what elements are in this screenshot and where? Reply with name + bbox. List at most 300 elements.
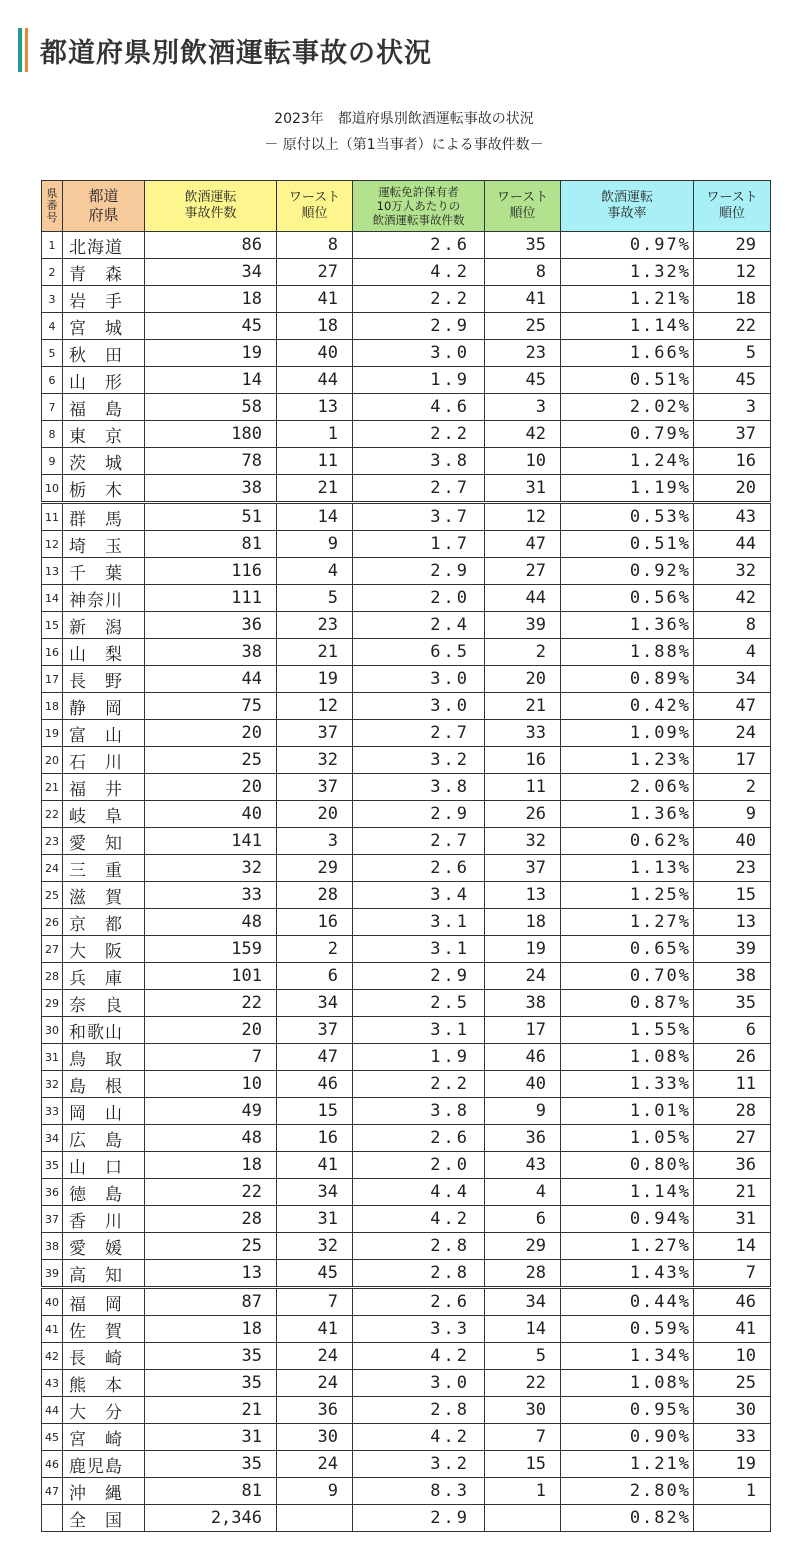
dui-accident-count: 13: [145, 1260, 277, 1288]
dui-rate: 1.25%: [561, 882, 694, 909]
dui-accident-count: 20: [145, 1017, 277, 1044]
prefecture-name: 福 岡: [63, 1288, 145, 1316]
prefecture-name: 岩 手: [63, 286, 145, 313]
dui-accident-count: 35: [145, 1370, 277, 1397]
per-100k-count: 2.9: [353, 313, 485, 340]
worst-rank-accidents: 24: [277, 1370, 353, 1397]
dui-accident-count: 31: [145, 1424, 277, 1451]
worst-rank-per-100k: 7: [485, 1424, 561, 1451]
per-100k-count: 1.9: [353, 367, 485, 394]
dui-rate: 1.33%: [561, 1071, 694, 1098]
table-row: [42, 259, 771, 286]
prefecture-name: 広 島: [63, 1125, 145, 1152]
per-100k-count: 3.1: [353, 936, 485, 963]
worst-rank-per-100k: 47: [485, 531, 561, 558]
dui-accident-count: 20: [145, 720, 277, 747]
prefecture-name: 長 崎: [63, 1343, 145, 1370]
pref-number: 41: [42, 1316, 63, 1343]
prefecture-name: 北海道: [63, 232, 145, 259]
worst-rank-rate: 6: [694, 1017, 771, 1044]
worst-rank-rate: 35: [694, 990, 771, 1017]
pref-number: 22: [42, 801, 63, 828]
prefecture-name: 山 梨: [63, 639, 145, 666]
dui-accident-count: 18: [145, 1152, 277, 1179]
table-row: [42, 1397, 771, 1424]
worst-rank-accidents: 36: [277, 1397, 353, 1424]
dui-accident-count: 40: [145, 801, 277, 828]
per-100k-count: 4.6: [353, 394, 485, 421]
worst-rank-per-100k: 3: [485, 394, 561, 421]
pref-number: 2: [42, 259, 63, 286]
table-row: [42, 720, 771, 747]
dui-rate: 1.13%: [561, 855, 694, 882]
table-row: [42, 1260, 771, 1288]
pref-number: 21: [42, 774, 63, 801]
pref-number: 25: [42, 882, 63, 909]
dui-accident-count: 111: [145, 585, 277, 612]
worst-rank-rate: 32: [694, 558, 771, 585]
dui-rate: 0.90%: [561, 1424, 694, 1451]
per-100k-count: 3.8: [353, 448, 485, 475]
worst-rank-per-100k: 44: [485, 585, 561, 612]
header-dui-rate: 飲酒運転 事故率: [561, 181, 694, 232]
worst-rank-per-100k: 26: [485, 801, 561, 828]
table-row: [42, 936, 771, 963]
per-100k-count: 2.4: [353, 612, 485, 639]
table-row: [42, 475, 771, 503]
worst-rank-accidents: 18: [277, 313, 353, 340]
worst-rank-rate: 26: [694, 1044, 771, 1071]
worst-rank-per-100k: 19: [485, 936, 561, 963]
dui-accident-count: 18: [145, 286, 277, 313]
pref-number: 28: [42, 963, 63, 990]
worst-rank-per-100k: 45: [485, 367, 561, 394]
header-worst-rank-per-100k: ワースト 順位: [485, 181, 561, 232]
pref-number: 27: [42, 936, 63, 963]
table-row: [42, 1071, 771, 1098]
dui-rate: 1.43%: [561, 1260, 694, 1288]
dui-accident-count: 33: [145, 882, 277, 909]
worst-rank-accidents: 27: [277, 259, 353, 286]
prefecture-name: 徳 島: [63, 1179, 145, 1206]
table-row: [42, 747, 771, 774]
worst-rank-accidents: 24: [277, 1343, 353, 1370]
prefecture-name: 千 葉: [63, 558, 145, 585]
pref-number: 45: [42, 1424, 63, 1451]
worst-rank-per-100k: 22: [485, 1370, 561, 1397]
prefecture-name: 宮 崎: [63, 1424, 145, 1451]
dui-rate: 1.66%: [561, 340, 694, 367]
worst-rank-accidents: 11: [277, 448, 353, 475]
prefecture-name: 和歌山: [63, 1017, 145, 1044]
dui-rate: 0.94%: [561, 1206, 694, 1233]
dui-accident-count: 48: [145, 909, 277, 936]
table-row: [42, 1206, 771, 1233]
pref-number: 20: [42, 747, 63, 774]
prefecture-name: 愛 知: [63, 828, 145, 855]
dui-rate: 1.24%: [561, 448, 694, 475]
worst-rank-accidents: 30: [277, 1424, 353, 1451]
table-row: [42, 1017, 771, 1044]
worst-rank-per-100k: 39: [485, 612, 561, 639]
per-100k-count: 2.8: [353, 1260, 485, 1288]
dui-rate: 0.56%: [561, 585, 694, 612]
worst-rank-rate: 20: [694, 475, 771, 503]
per-100k-count: 1.7: [353, 531, 485, 558]
worst-rank-accidents: 9: [277, 1478, 353, 1505]
worst-rank-rate: 36: [694, 1152, 771, 1179]
dui-rate: 1.08%: [561, 1044, 694, 1071]
per-100k-count: 3.2: [353, 747, 485, 774]
per-100k-count: 2.9: [353, 558, 485, 585]
worst-rank-accidents: 24: [277, 1451, 353, 1478]
worst-rank-rate: 42: [694, 585, 771, 612]
dui-accident-count: 159: [145, 936, 277, 963]
pref-number: 5: [42, 340, 63, 367]
worst-rank-rate: 40: [694, 828, 771, 855]
worst-rank-rate: 37: [694, 421, 771, 448]
dui-rate: 1.14%: [561, 1179, 694, 1206]
table-row: [42, 585, 771, 612]
table-caption: 2023年 都道府県別飲酒運転事故の状況: [274, 111, 534, 127]
prefecture-name: 香 川: [63, 1206, 145, 1233]
dui-accident-count: 28: [145, 1206, 277, 1233]
worst-rank-rate: 46: [694, 1288, 771, 1316]
worst-rank-accidents: 40: [277, 340, 353, 367]
prefecture-name: 岡 山: [63, 1098, 145, 1125]
dui-accident-count: 44: [145, 666, 277, 693]
worst-rank-per-100k: 40: [485, 1071, 561, 1098]
per-100k-count: 4.2: [353, 259, 485, 286]
per-100k-count: 3.0: [353, 340, 485, 367]
worst-rank-per-100k: 9: [485, 1098, 561, 1125]
dui-rate: 0.53%: [561, 503, 694, 531]
per-100k-count: 4.2: [353, 1424, 485, 1451]
prefecture-name: 茨 城: [63, 448, 145, 475]
pref-number: 10: [42, 475, 63, 503]
pref-number: 24: [42, 855, 63, 882]
prefecture-name: 沖 縄: [63, 1478, 145, 1505]
dui-rate: 1.55%: [561, 1017, 694, 1044]
header-dui-accidents: 飲酒運転 事故件数: [145, 181, 277, 232]
pref-number: 43: [42, 1370, 63, 1397]
worst-rank-rate: 30: [694, 1397, 771, 1424]
worst-rank-rate: 44: [694, 531, 771, 558]
pref-number: 40: [42, 1288, 63, 1316]
pref-number: 38: [42, 1233, 63, 1260]
worst-rank-per-100k: 43: [485, 1152, 561, 1179]
dui-rate: 0.89%: [561, 666, 694, 693]
worst-rank-rate: 41: [694, 1316, 771, 1343]
dui-accident-count: 45: [145, 313, 277, 340]
per-100k-count: 3.2: [353, 1451, 485, 1478]
total-per-100k: 2.9: [353, 1505, 485, 1532]
per-100k-count: 2.2: [353, 421, 485, 448]
pref-number: 42: [42, 1343, 63, 1370]
dui-accident-count: 38: [145, 475, 277, 503]
dui-accident-count: 34: [145, 259, 277, 286]
header-per-100k-licensed: 運転免許保有者 10万人あたりの 飲酒運転事故件数: [353, 181, 485, 232]
dui-rate: 1.36%: [561, 801, 694, 828]
dui-rate: 1.14%: [561, 313, 694, 340]
dui-rate: 0.51%: [561, 531, 694, 558]
table-row: [42, 1179, 771, 1206]
worst-rank-per-100k: 16: [485, 747, 561, 774]
worst-rank-per-100k: 4: [485, 1179, 561, 1206]
table-body: [42, 232, 771, 1532]
table-row: [42, 531, 771, 558]
worst-rank-per-100k: 34: [485, 1288, 561, 1316]
worst-rank-per-100k: 15: [485, 1451, 561, 1478]
worst-rank-per-100k: 38: [485, 990, 561, 1017]
worst-rank-accidents: 23: [277, 612, 353, 639]
prefecture-name: 奈 良: [63, 990, 145, 1017]
worst-rank-rate: 18: [694, 286, 771, 313]
prefecture-name: 大 分: [63, 1397, 145, 1424]
worst-rank-rate: 17: [694, 747, 771, 774]
table-row: [42, 1343, 771, 1370]
prefecture-name: 宮 城: [63, 313, 145, 340]
worst-rank-per-100k: 46: [485, 1044, 561, 1071]
prefecture-name: 埼 玉: [63, 531, 145, 558]
worst-rank-per-100k: 17: [485, 1017, 561, 1044]
total-empty-rank3: [694, 1505, 771, 1532]
table-row: [42, 882, 771, 909]
worst-rank-accidents: 19: [277, 666, 353, 693]
dui-accident-count: 14: [145, 367, 277, 394]
worst-rank-accidents: 32: [277, 747, 353, 774]
per-100k-count: 2.2: [353, 286, 485, 313]
worst-rank-rate: 21: [694, 1179, 771, 1206]
table-row: [42, 394, 771, 421]
table-subcaption: － 原付以上（第1当事者）による事故件数－: [264, 137, 544, 153]
dui-accident-count: 116: [145, 558, 277, 585]
per-100k-count: 2.9: [353, 801, 485, 828]
worst-rank-rate: 34: [694, 666, 771, 693]
worst-rank-accidents: 41: [277, 286, 353, 313]
worst-rank-per-100k: 18: [485, 909, 561, 936]
table-row: [42, 367, 771, 394]
per-100k-count: 4.2: [353, 1343, 485, 1370]
dui-rate: 1.05%: [561, 1125, 694, 1152]
prefecture-name: 山 口: [63, 1152, 145, 1179]
worst-rank-accidents: 5: [277, 585, 353, 612]
worst-rank-rate: 15: [694, 882, 771, 909]
prefecture-name: 静 岡: [63, 693, 145, 720]
table-row: [42, 313, 771, 340]
dui-rate: 0.65%: [561, 936, 694, 963]
per-100k-count: 4.2: [353, 1206, 485, 1233]
table-row: [42, 1125, 771, 1152]
dui-accident-count: 22: [145, 1179, 277, 1206]
table-row: [42, 1233, 771, 1260]
pref-number: 3: [42, 286, 63, 313]
table-row: [42, 448, 771, 475]
pref-number: 19: [42, 720, 63, 747]
prefecture-name: 栃 木: [63, 475, 145, 503]
per-100k-count: 2.8: [353, 1233, 485, 1260]
dui-rate: 0.42%: [561, 693, 694, 720]
table-row: [42, 1451, 771, 1478]
worst-rank-per-100k: 11: [485, 774, 561, 801]
pref-number: 9: [42, 448, 63, 475]
worst-rank-per-100k: 37: [485, 855, 561, 882]
worst-rank-accidents: 21: [277, 475, 353, 503]
dui-rate: 1.09%: [561, 720, 694, 747]
prefecture-name: 鹿児島: [63, 1451, 145, 1478]
prefecture-name: 高 知: [63, 1260, 145, 1288]
worst-rank-per-100k: 41: [485, 286, 561, 313]
dui-rate: 1.32%: [561, 259, 694, 286]
dui-accident-count: 51: [145, 503, 277, 531]
per-100k-count: 1.9: [353, 1044, 485, 1071]
table-row: [42, 421, 771, 448]
dui-accident-count: 48: [145, 1125, 277, 1152]
dui-accident-count: 18: [145, 1316, 277, 1343]
prefecture-name: 長 野: [63, 666, 145, 693]
worst-rank-rate: 14: [694, 1233, 771, 1260]
header-worst-rank-accidents: ワースト 順位: [277, 181, 353, 232]
table-row: [42, 909, 771, 936]
worst-rank-accidents: 13: [277, 394, 353, 421]
table-row: [42, 990, 771, 1017]
pref-number: 32: [42, 1071, 63, 1098]
per-100k-count: 3.4: [353, 882, 485, 909]
worst-rank-rate: 1: [694, 1478, 771, 1505]
worst-rank-per-100k: 20: [485, 666, 561, 693]
dui-rate: 0.59%: [561, 1316, 694, 1343]
total-label: 全 国: [63, 1505, 145, 1532]
pref-number: 29: [42, 990, 63, 1017]
dui-rate: 1.01%: [561, 1098, 694, 1125]
worst-rank-per-100k: 42: [485, 421, 561, 448]
worst-rank-per-100k: 6: [485, 1206, 561, 1233]
dui-rate: 1.21%: [561, 286, 694, 313]
worst-rank-per-100k: 30: [485, 1397, 561, 1424]
worst-rank-accidents: 37: [277, 774, 353, 801]
table-row: [42, 855, 771, 882]
prefecture-name: 福 島: [63, 394, 145, 421]
worst-rank-accidents: 46: [277, 1071, 353, 1098]
pref-number: 35: [42, 1152, 63, 1179]
worst-rank-accidents: 15: [277, 1098, 353, 1125]
pref-number: 1: [42, 232, 63, 259]
worst-rank-rate: 31: [694, 1206, 771, 1233]
dui-rate: 1.23%: [561, 747, 694, 774]
per-100k-count: 2.6: [353, 855, 485, 882]
per-100k-count: 2.2: [353, 1071, 485, 1098]
table-row: [42, 1424, 771, 1451]
prefecture-name: 山 形: [63, 367, 145, 394]
pref-number: 37: [42, 1206, 63, 1233]
dui-rate: 0.51%: [561, 367, 694, 394]
worst-rank-accidents: 37: [277, 720, 353, 747]
per-100k-count: 8.3: [353, 1478, 485, 1505]
worst-rank-per-100k: 23: [485, 340, 561, 367]
pref-number: 4: [42, 313, 63, 340]
dui-rate: 0.79%: [561, 421, 694, 448]
table-row: [42, 232, 771, 259]
dui-accident-count: 75: [145, 693, 277, 720]
worst-rank-accidents: 41: [277, 1316, 353, 1343]
per-100k-count: 3.7: [353, 503, 485, 531]
dui-rate: 1.08%: [561, 1370, 694, 1397]
dui-accident-count: 25: [145, 747, 277, 774]
pref-number: 47: [42, 1478, 63, 1505]
dui-rate: 0.92%: [561, 558, 694, 585]
page-title: 都道府県別飲酒運転事故の状況: [40, 37, 432, 69]
dui-accident-count: 35: [145, 1343, 277, 1370]
dui-accident-count: 25: [145, 1233, 277, 1260]
pref-number: 44: [42, 1397, 63, 1424]
dui-accident-count: 35: [145, 1451, 277, 1478]
pref-number: 33: [42, 1098, 63, 1125]
pref-number: 34: [42, 1125, 63, 1152]
worst-rank-accidents: 45: [277, 1260, 353, 1288]
pref-number: 23: [42, 828, 63, 855]
prefecture-name: 東 京: [63, 421, 145, 448]
worst-rank-accidents: 32: [277, 1233, 353, 1260]
prefecture-dui-table: [41, 180, 771, 1532]
dui-accident-count: 19: [145, 340, 277, 367]
worst-rank-per-100k: 29: [485, 1233, 561, 1260]
worst-rank-per-100k: 13: [485, 882, 561, 909]
per-100k-count: 3.1: [353, 1017, 485, 1044]
table-row: [42, 1044, 771, 1071]
dui-rate: 1.27%: [561, 909, 694, 936]
worst-rank-rate: 23: [694, 855, 771, 882]
dui-accident-count: 20: [145, 774, 277, 801]
dui-rate: 1.27%: [561, 1233, 694, 1260]
worst-rank-per-100k: 1: [485, 1478, 561, 1505]
header-prefecture: 都道 府県: [63, 181, 145, 232]
worst-rank-accidents: 3: [277, 828, 353, 855]
prefecture-name: 佐 賀: [63, 1316, 145, 1343]
worst-rank-rate: 45: [694, 367, 771, 394]
worst-rank-accidents: 44: [277, 367, 353, 394]
worst-rank-per-100k: 10: [485, 448, 561, 475]
table-row: [42, 963, 771, 990]
title-accent-bar-green: [18, 28, 22, 72]
per-100k-count: 2.6: [353, 232, 485, 259]
pref-number: 18: [42, 693, 63, 720]
dui-accident-count: 7: [145, 1044, 277, 1071]
dui-accident-count: 22: [145, 990, 277, 1017]
per-100k-count: 2.7: [353, 475, 485, 503]
per-100k-count: 2.6: [353, 1288, 485, 1316]
per-100k-count: 3.0: [353, 1370, 485, 1397]
dui-accident-count: 36: [145, 612, 277, 639]
worst-rank-rate: 29: [694, 232, 771, 259]
prefecture-name: 京 都: [63, 909, 145, 936]
prefecture-name: 島 根: [63, 1071, 145, 1098]
worst-rank-per-100k: 27: [485, 558, 561, 585]
dui-rate: 2.02%: [561, 394, 694, 421]
worst-rank-rate: 28: [694, 1098, 771, 1125]
worst-rank-rate: 19: [694, 1451, 771, 1478]
table-row: [42, 1152, 771, 1179]
worst-rank-rate: 7: [694, 1260, 771, 1288]
per-100k-count: 3.8: [353, 774, 485, 801]
prefecture-name: 兵 庫: [63, 963, 145, 990]
page-header: [18, 28, 432, 72]
pref-number: 15: [42, 612, 63, 639]
worst-rank-rate: 47: [694, 693, 771, 720]
table-row: [42, 774, 771, 801]
worst-rank-accidents: 29: [277, 855, 353, 882]
table-row: [42, 1478, 771, 1505]
total-dui-rate: 0.82%: [561, 1505, 694, 1532]
